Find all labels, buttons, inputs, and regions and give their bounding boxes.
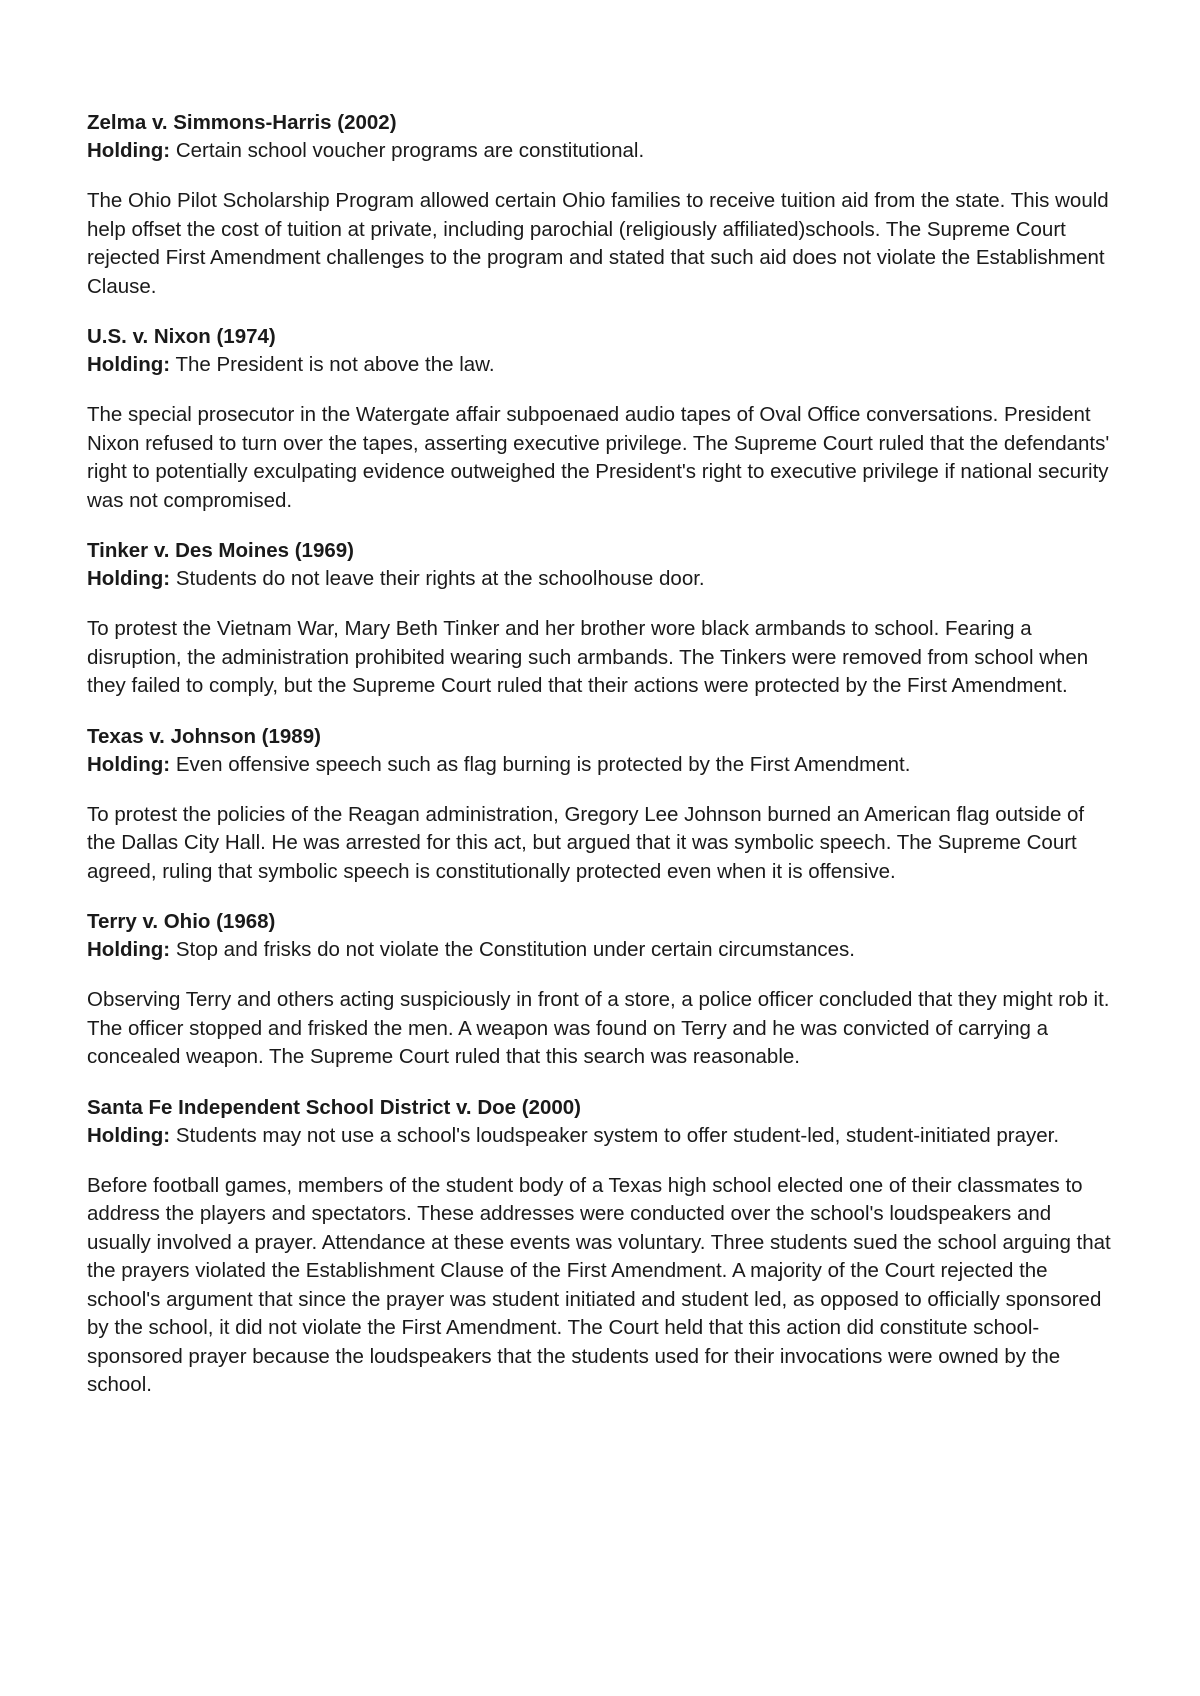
holding-text: The President is not above the law. [170, 353, 495, 376]
case-entry [87, 536, 1117, 701]
case-holding [87, 751, 1117, 779]
case-holding [87, 351, 1117, 379]
case-title: Santa Fe Independent School District v. Doe (2000) [87, 1095, 582, 1119]
case-summary: To protest the policies of the Reagan administration, Gregory Lee Johnson burned an American flag outside of the Dallas City Hall. He was arrested for this act, but argued that it was symbolic speech. The Supreme Court agreed, ruling that symbolic speech is constitutionally protected even when it is offensive. [87, 802, 1085, 883]
case-holding [87, 936, 1117, 964]
case-title: U.S. v. Nixon (1974) [87, 325, 276, 348]
holding-label: Holding: [87, 353, 171, 376]
case-holding [87, 565, 1117, 593]
holding-label: Holding: [87, 567, 171, 590]
case-summary: Before football games, members of the student body of a Texas high school elected one of their classmates to address the players and spectators. These addresses were conducted over the school's loudspeakers and usually involved a prayer. Attendance at these events was voluntary. Three students sued the school arguing that the prayers violated the Establishment Clause of the First Amendment. A majority of the Court rejected the school's argument that since the prayer was student initiated and student led, as opposed to officially sponsored by the school, it did not violate the First Amendment. The Court held that this action did constitute school-sponsored prayer because the loudspeakers that the students used for their invocations were owned by the school. [87, 1173, 1111, 1396]
document-page [87, 108, 1117, 1421]
holding-text: Stop and frisks do not violate the Constitution under certain circumstances. [170, 938, 855, 961]
case-entry [87, 1093, 1117, 1400]
case-holding [87, 137, 1117, 165]
holding-label: Holding: [87, 938, 171, 961]
case-title: Terry v. Ohio (1968) [87, 910, 276, 933]
holding-label: Holding: [87, 139, 171, 162]
holding-text: Certain school voucher programs are constitutional. [170, 139, 645, 162]
case-summary: Observing Terry and others acting suspiciously in front of a store, a police officer concluded that they might rob it. The officer stopped and frisked the men. A weapon was found on Terry and he was convicted of carrying a concealed weapon. The Supreme Court ruled that this search was reasonable. [87, 988, 1110, 1068]
case-summary: The special prosecutor in the Watergate affair subpoenaed audio tapes of Oval Office conversations. President Nixon refused to turn over the tapes, asserting executive privilege. The Supreme Court ruled that the defendants' right to potentially exculpating evidence outweighed the President's right to executive privilege if national security was not compromised. [87, 403, 1110, 512]
case-summary: The Ohio Pilot Scholarship Program allowed certain Ohio families to receive tuition aid from the state. This would help offset the cost of tuition at private, including parochial (religiously affiliated)schools. The Supreme Court rejected First Amendment challenges to the program and stated that such aid does not violate the Establishment Clause. [87, 189, 1109, 298]
holding-label: Holding: [87, 752, 171, 776]
case-entry [87, 108, 1117, 301]
holding-text: Students may not use a school's loudspeaker system to offer student-led, student-initiated prayer. [170, 1123, 1060, 1147]
case-entry [87, 907, 1117, 1072]
case-title: Zelma v. Simmons-Harris (2002) [87, 111, 397, 134]
case-title: Tinker v. Des Moines (1969) [87, 539, 354, 562]
holding-text: Even offensive speech such as flag burning is protected by the First Amendment. [170, 752, 911, 776]
holding-text: Students do not leave their rights at the schoolhouse door. [170, 567, 705, 590]
holding-label: Holding: [87, 1123, 171, 1147]
case-summary: To protest the Vietnam War, Mary Beth Tinker and her brother wore black armbands to school. Fearing a disruption, the administration prohibited wearing such armbands. The Tinkers were removed from school when they failed to comply, but the Supreme Court ruled that their actions were protected by the First Amendment. [87, 617, 1089, 697]
case-title: Texas v. Johnson (1989) [87, 724, 321, 748]
case-entry [87, 722, 1117, 887]
case-holding [87, 1122, 1117, 1150]
case-entry [87, 322, 1117, 515]
